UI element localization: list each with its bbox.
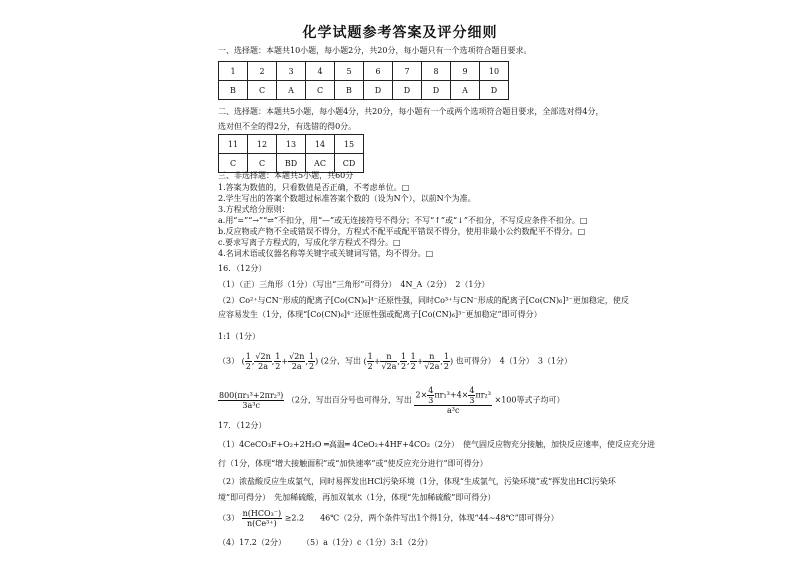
question-number-cell: 2: [248, 62, 277, 81]
question-number-cell: 12: [248, 135, 277, 154]
section2-answer-table: [218, 134, 364, 173]
answer-cell: D: [480, 81, 509, 100]
ratio-numerator: n(HCO₃⁻): [242, 509, 282, 518]
q17-part1-line1: （1）4CeCO₃F+O₂+2H₂O ═高温═ 4CeO₂+4HF+4CO₂（2分） 使气固反应物充分接触，加快反应速率，使反应充分进: [218, 440, 655, 449]
rule-3c: c.要求写离子方程式的，写成化学方程式不得分。□: [218, 238, 401, 247]
density-formula: [218, 391, 284, 410]
question-number-cell: 10: [480, 62, 509, 81]
answer-cell: D: [422, 81, 451, 100]
q16-part2-line1: （2）Co²⁺与CN⁻形成的配离子[Co(CN)₆]⁴⁻还原性强，同时Co³⁺与CN⁻形成的配离子[Co(CN)₆]³⁻更加稳定，使反: [218, 296, 629, 305]
q17-part2-line1: （2）浓盐酸反应生成氯气，同时易挥发出HCl污染环境（1分，体现“生成氯气，污染环境”或“挥发出HCl污染环: [218, 477, 616, 486]
q16-part1: （1）（正）三角形（1分）（写出“三角形”可得分） 4N_A（2分） 2（1分）: [218, 280, 490, 289]
section2-answer-row: [219, 154, 364, 173]
answer-cell: D: [393, 81, 422, 100]
rule-3b: b.反应物或产物不全或错误不得分，方程式不配平或配平错误不得分，使用非最小公约数配平不得分。□: [218, 227, 586, 236]
question-number-cell: 5: [335, 62, 364, 81]
question-number-cell: 1: [219, 62, 248, 81]
page-title: 化学试题参考答案及评分细则: [302, 25, 498, 41]
coordinate-formula-1: ( $\frac{1}{2}$ , $\frac{√2n}{2a}$ , $\frac{1}{2}$ + $\frac{√2n}{2a}$ , $\frac{1}{2}$ ): [241, 352, 319, 371]
q16-part3: [218, 352, 572, 371]
coordinate-formula-2: ( $\frac{1}{2}$ + $\frac{n}{√2a}$ , $\frac{1}{2}$ , $\frac{1}{2}$ + $\frac{n}{√2a}$ , $\frac{1}{2}$ ): [363, 352, 454, 371]
density-numerator: 800(πr₁³+2πr₂³): [219, 391, 284, 400]
answer-cell: C: [306, 81, 335, 100]
answer-cell: B: [335, 81, 364, 100]
q16-heading: 16．（12分）: [218, 264, 267, 273]
rule-1: 1.答案为数值的，只看数值是否正确，不考虑单位。□: [218, 183, 410, 192]
answer-cell: AC: [306, 154, 335, 173]
density-denominator: 3a³c: [242, 401, 260, 410]
section1-answer-row: [219, 81, 509, 100]
answer-cell: A: [451, 81, 480, 100]
section3-header: 三、非选择题：本题共5小题，共60分: [218, 171, 354, 180]
q17-part4-5: （4）17.2（2分） （5）a（1分）c（1分）3:1（2分）: [218, 538, 433, 547]
question-number-cell: 13: [277, 135, 306, 154]
section2-number-row: [219, 135, 364, 154]
q17-heading: 17．（12分）: [218, 421, 267, 430]
question-number-cell: 3: [277, 62, 306, 81]
answer-cell: C: [248, 81, 277, 100]
question-number-cell: 11: [219, 135, 248, 154]
question-number-cell: 7: [393, 62, 422, 81]
answer-cell: C: [219, 154, 248, 173]
q17-part1-line2: 行（1分，体现“增大接触面积”或“加快速率”或“使反应充分进行”即可得分）: [218, 459, 488, 468]
section2-header-cont: 选对但不全的得2分，有选错的得0分。: [218, 122, 357, 131]
rule-3a: a.用“=”“→”“⇌”不扣分，用“—”或无连接符号不得分；不写“↑”或“↓”不扣分，不写反应条件不扣分。□: [218, 216, 588, 225]
answer-cell: C: [248, 154, 277, 173]
question-number-cell: 9: [451, 62, 480, 81]
q16-part3-tail: 也可得分） 4（1分） 3（1分）: [455, 356, 573, 366]
section2-header: 二、选择题：本题共5小题，每小题4分，共20分，每小题有一个或两个选项符合题目要求，全部选对得4分，: [218, 107, 604, 116]
question-number-cell: 15: [335, 135, 364, 154]
q17-part3-tail: ≥2.2 46℃（2分，两个条件写出1个得1分，体现“44~48℃”即可得分）: [284, 513, 559, 523]
section1-answer-table: [218, 61, 509, 100]
question-number-cell: 14: [306, 135, 335, 154]
answer-cell: B: [219, 81, 248, 100]
section1-number-row: [219, 62, 509, 81]
q16-density-mid: （2分，写出百分号也可得分，写出: [286, 395, 412, 405]
question-number-cell: 4: [306, 62, 335, 81]
answer-cell: BD: [277, 154, 306, 173]
q16-density-tail: ×100等式子均可）: [494, 395, 565, 405]
q17-part2-line2: 境”即可得分） 先加稀硫酸，再加双氧水（1分，体现“先加稀硫酸”即可得分）: [218, 493, 496, 502]
volume-formula: 2× $\frac{4}{3}$ πr₁³+4× $\frac{4}{3}$ πr₂³ a³c: [415, 386, 491, 415]
rule-2: 2.学生写出的答案个数超过标准答案个数的（设为N个），以前N个为准。: [218, 194, 476, 203]
answer-cell: D: [364, 81, 393, 100]
ratio-formula: [242, 509, 282, 528]
rule-4: 4.名词术语或仪器名称等关键字或关键词写错，均不得分。□: [218, 249, 434, 258]
section1-header: 一、选择题：本题共10小题，每小题2分，共20分，每小题只有一个选项符合题目要求。: [218, 46, 532, 55]
q16-density: [218, 386, 565, 415]
q16-part3-mid: (2分，写出: [320, 356, 361, 366]
question-number-cell: 8: [422, 62, 451, 81]
q16-part2-line2: 应容易发生（1分，体现“[Co(CN)₆]⁴⁻还原性强或配离子[Co(CN)₆]³⁻更加稳定”即可得分）: [218, 310, 542, 319]
rule-3: 3.方程式给分原则：: [218, 205, 290, 214]
q16-ratio: 1:1（1分）: [218, 332, 260, 341]
question-number-cell: 6: [364, 62, 393, 81]
answer-cell: A: [277, 81, 306, 100]
q17-part3: （3） $\frac{\text{n(HCO₃⁻)}}{\text{n(Ce³⁺)}}$ ≥2.2 46℃（2分，两个条件写出1个得1分，体现“44~48℃”即可得分）: [218, 509, 559, 528]
ratio-denominator: n(Ce³⁺): [247, 519, 277, 528]
q16-part3-prefix: （3）: [218, 356, 240, 366]
answer-cell: CD: [335, 154, 364, 173]
